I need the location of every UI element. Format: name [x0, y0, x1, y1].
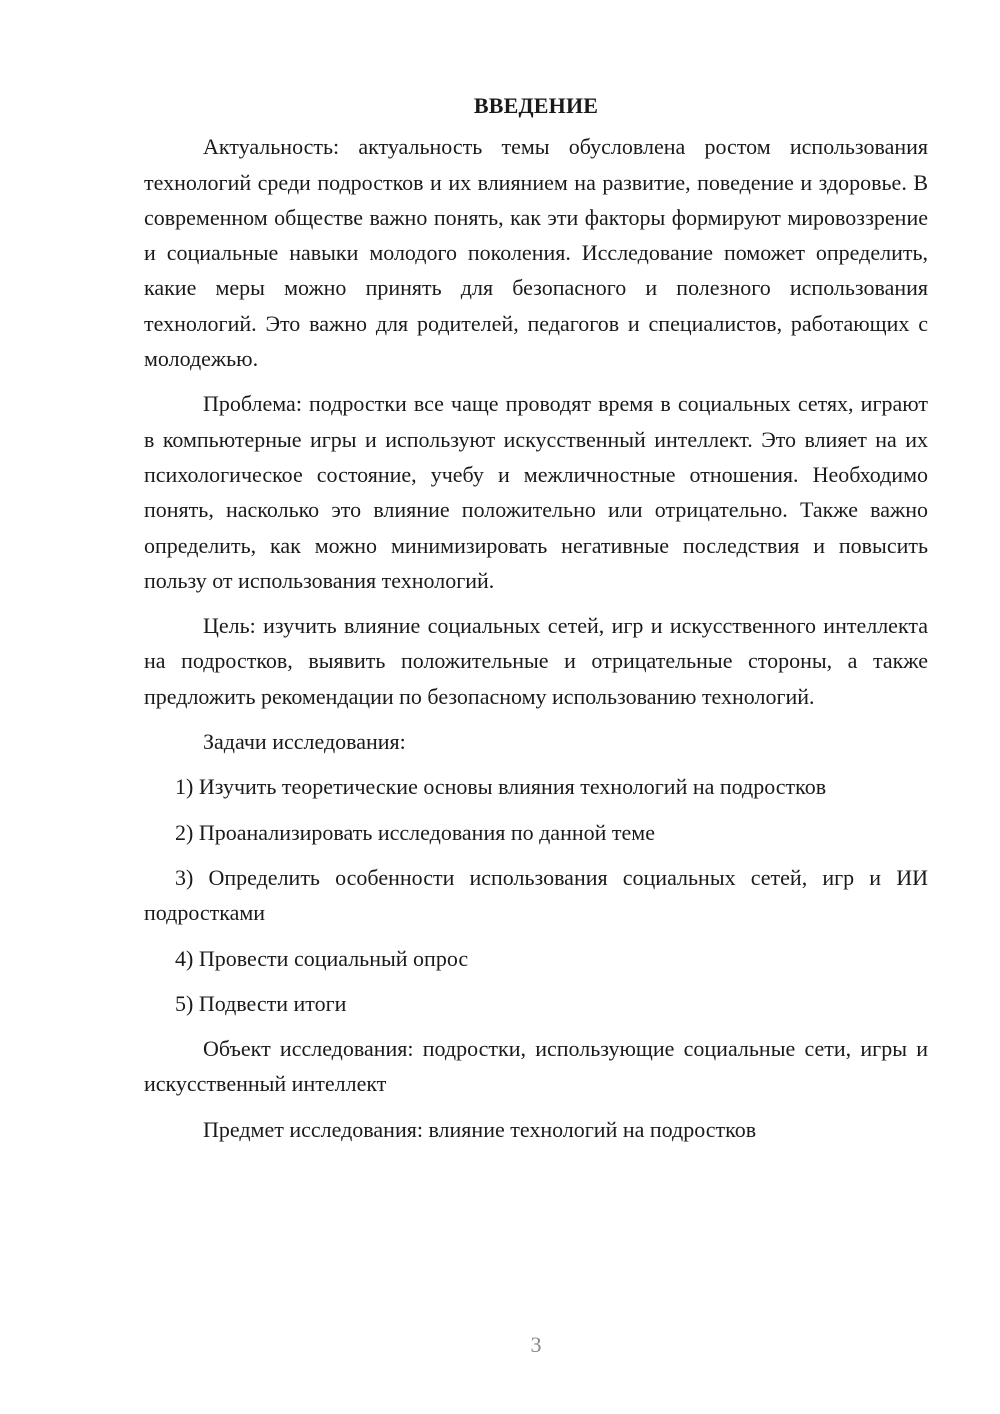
tasks-list [144, 769, 928, 1021]
relevance-paragraph: Актуальность: актуальность темы обусловлена ростом использования технологий среди подростков и их влиянием на развитие, поведение и здоровье. В современном обществе важно понять, как эти факторы формируют мировоззрение и социальные навыки молодого поколения. Исследование поможет определить, какие меры можно принять для безопасного и полезного использования технологий. Это важно для родителей, педагогов и специалистов, работающих с молодежью. [144, 134, 928, 372]
problem-paragraph: Проблема: подростки все чаще проводят время в социальных сетях, играют в компьютерные игры и используют искусственный интеллект. Это влияет на их психологическое состояние, учебу и межличностные отношения. Необходимо понять, насколько это влияние положительно или отрицательно. Также важно определить, как можно минимизировать негативные последствия и повысить пользу от использования технологий. [144, 391, 928, 593]
object-paragraph: Объект исследования: подростки, использующие социальные сети, игры и искусственный интеллект [144, 1036, 928, 1097]
task-item: 2) Проанализировать исследования по данной теме [175, 819, 655, 845]
task-item: 4) Провести социальный опрос [175, 945, 469, 971]
subject-paragraph: Предмет исследования: влияние технологий на подростков [203, 1116, 757, 1142]
page-number: 3 [530, 1332, 542, 1357]
document-page [144, 88, 928, 1157]
task-item: 1) Изучить теоретические основы влияния технологий на подростков [175, 774, 827, 800]
task-item: 5) Подвести итоги [175, 990, 347, 1016]
task-item: 3) Определить особенности использования социальных сетей, игр и ИИ подростками [144, 864, 928, 926]
section-heading: ВВЕДЕНИЕ [473, 93, 599, 118]
goal-paragraph: Цель: изучить влияние социальных сетей, игр и искусственного интеллекта на подростков, выявить положительные и отрицательные стороны, а также предложить рекомендации по безопасному использованию технологий. [144, 613, 928, 709]
tasks-title: Задачи исследования: [203, 729, 406, 755]
